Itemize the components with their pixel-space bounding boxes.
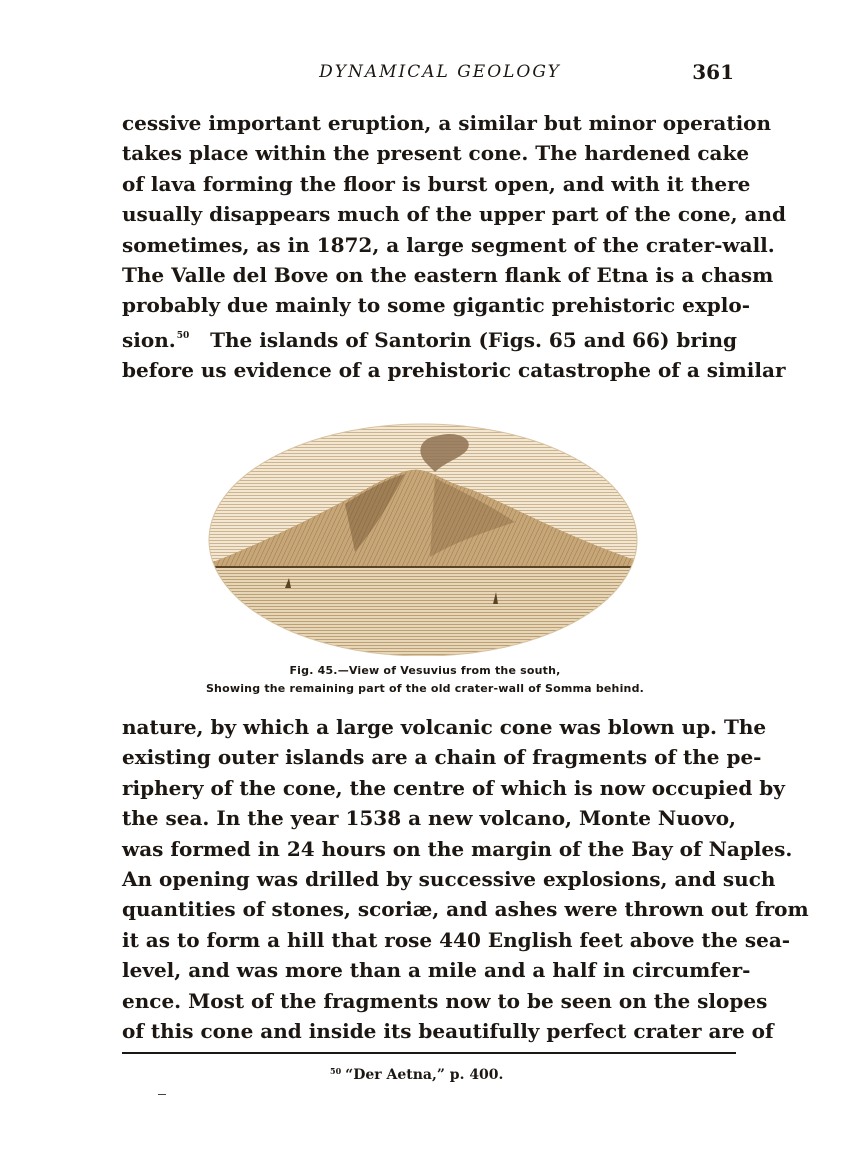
print-mark — [158, 1094, 166, 1095]
text-line: it as to form a hill that rose 440 English feet above the sea- — [122, 927, 791, 952]
text-line: was formed in 24 hours on the margin of the Bay of Naples. — [122, 836, 793, 861]
footnote-reference[interactable]: 50 — [176, 330, 190, 341]
text-line: usually disappears much of the upper part of the cone, and — [122, 202, 787, 227]
footnote-text: “Der Aetna,” p. 400. — [345, 1067, 504, 1083]
text-line: The Valle del Bove on the eastern flank of Etna is a chasm — [122, 263, 774, 288]
figure-caption-description: Showing the remaining part of the old crater-wall of Somma behind. — [205, 682, 645, 695]
footnote — [330, 1066, 503, 1083]
paragraph-top — [122, 108, 787, 386]
figure-caption-title: Fig. 45.—View of Vesuvius from the south, — [289, 664, 561, 677]
page-header — [120, 62, 740, 92]
text-line: existing outer islands are a chain of fragments of the pe- — [122, 745, 762, 770]
text-line: of this cone and inside its beautifully perfect crater are of — [122, 1019, 774, 1044]
text-line: cessive important eruption, a similar but minor operation — [122, 111, 772, 135]
footnote-number: 50 — [330, 1066, 342, 1076]
text-line: ence. Most of the fragments now to be seen on the slopes — [122, 988, 768, 1013]
paragraph-bottom — [122, 712, 809, 1046]
page-number: 361 — [692, 60, 734, 84]
text-line-with-footnote-ref — [122, 321, 736, 355]
text-line: An opening was drilled by successive explosions, and such — [122, 867, 776, 892]
text-line: probably due mainly to some gigantic prehistoric explo- — [122, 293, 751, 318]
text-line: quantities of stones, scoriæ, and ashes were thrown out from — [122, 897, 809, 922]
text-fragment: The islands of Santorin (Figs. 65 and 66) bring — [210, 327, 738, 352]
text-fragment: sion. — [122, 327, 176, 352]
running-title: DYNAMICAL GEOLOGY — [319, 62, 561, 82]
engraving-oval — [205, 392, 641, 656]
text-line: before us evidence of a prehistoric catastrophe of a similar — [122, 358, 786, 383]
text-line: the sea. In the year 1538 a new volcano, Monte Nuovo, — [122, 806, 736, 831]
text-line: of lava forming the floor is burst open, and with it there — [122, 171, 751, 196]
text-line: riphery of the cone, the centre of which is now occupied by — [122, 775, 785, 800]
vesuvius-illustration — [205, 392, 641, 656]
text-line: level, and was more than a mile and a half in circumfer- — [122, 958, 751, 983]
footnote-divider — [122, 1052, 736, 1054]
text-line: sometimes, as in 1872, a large segment of the crater-wall. — [122, 232, 775, 257]
text-line: nature, by which a large volcanic cone was blown up. The — [122, 715, 767, 739]
text-line: takes place within the present cone. The hardened cake — [122, 141, 750, 166]
figure-vesuvius-engraving — [205, 392, 641, 656]
